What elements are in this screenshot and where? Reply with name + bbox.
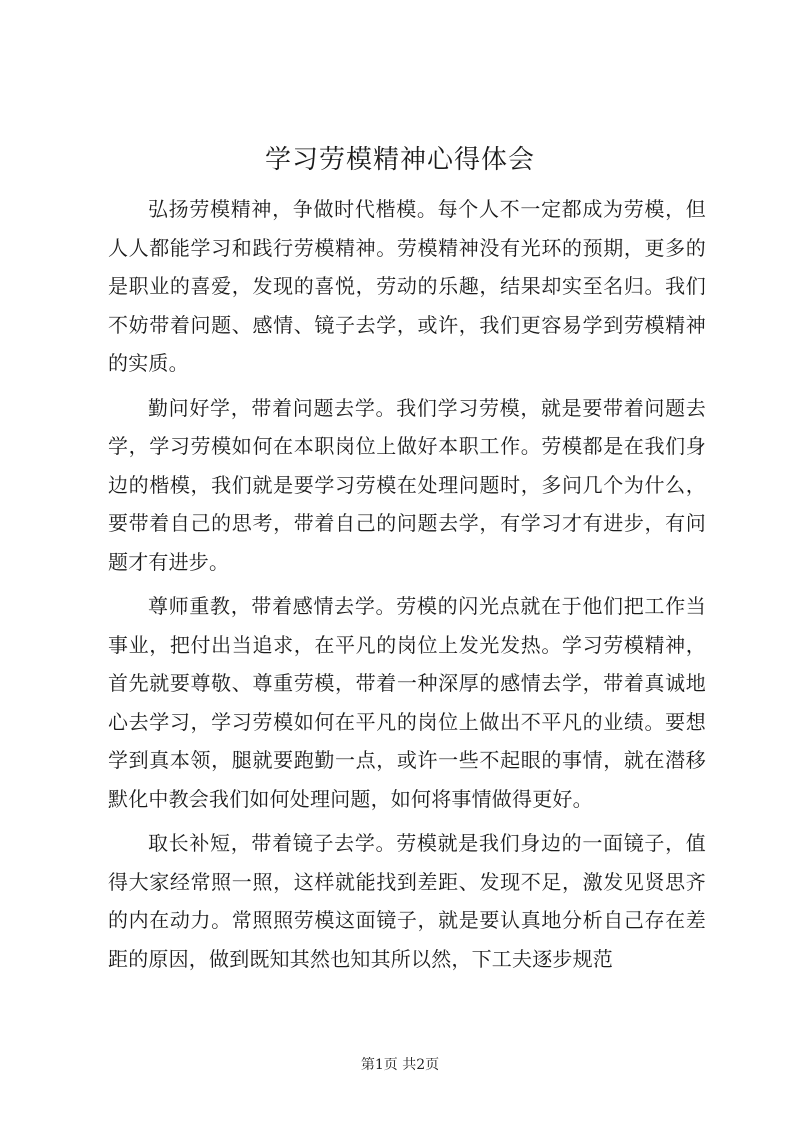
document-body — [108, 190, 706, 984]
paragraph-2: 勤问好学，带着问题去学。我们学习劳模，就是要带着问题去学，学习劳模如何在本职岗位上做好本职工作。劳模都是在我们身边的楷模，我们就是要学习劳模在处理问题时，多问几个为什么，要带着自己的思考，带着自己的问题去学，有学习才有进步，有问题才有进步。 — [108, 395, 706, 574]
page-footer: 第1页 共2页 — [360, 1057, 440, 1073]
document-title: 学习劳模精神心得体会 — [264, 145, 535, 175]
paragraph-3: 尊师重教，带着感情去学。劳模的闪光点就在于他们把工作当事业，把付出当追求，在平凡的岗位上发光发热。学习劳模精神，首先就要尊敬、尊重劳模，带着一种深厚的感情去学，带着真诚地心去学习，学习劳模如何在平凡的岗位上做出不平凡的业绩。要想学到真本领，腿就要跑勤一点，或许一些不起眼的事情，就在潜移默化中教会我们如何处理问题，如何将事情做得更好。 — [108, 594, 706, 811]
paragraph-4: 取长补短，带着镜子去学。劳模就是我们身边的一面镜子，值得大家经常照一照，这样就能找到差距、发现不足，激发见贤思齐的内在动力。常照照劳模这面镜子，就是要认真地分析自己存在差距的原因，做到既知其然也知其所以然，下工夫逐步规范 — [108, 831, 706, 971]
paragraph-1: 弘扬劳模精神，争做时代楷模。每个人不一定都成为劳模，但人人都能学习和践行劳模精神。劳模精神没有光环的预期，更多的是职业的喜爱，发现的喜悦，劳动的乐趣，结果却实至名归。我们不妨带着问题、感情、镜子去学，或许，我们更容易学到劳模精神的实质。 — [108, 197, 706, 375]
